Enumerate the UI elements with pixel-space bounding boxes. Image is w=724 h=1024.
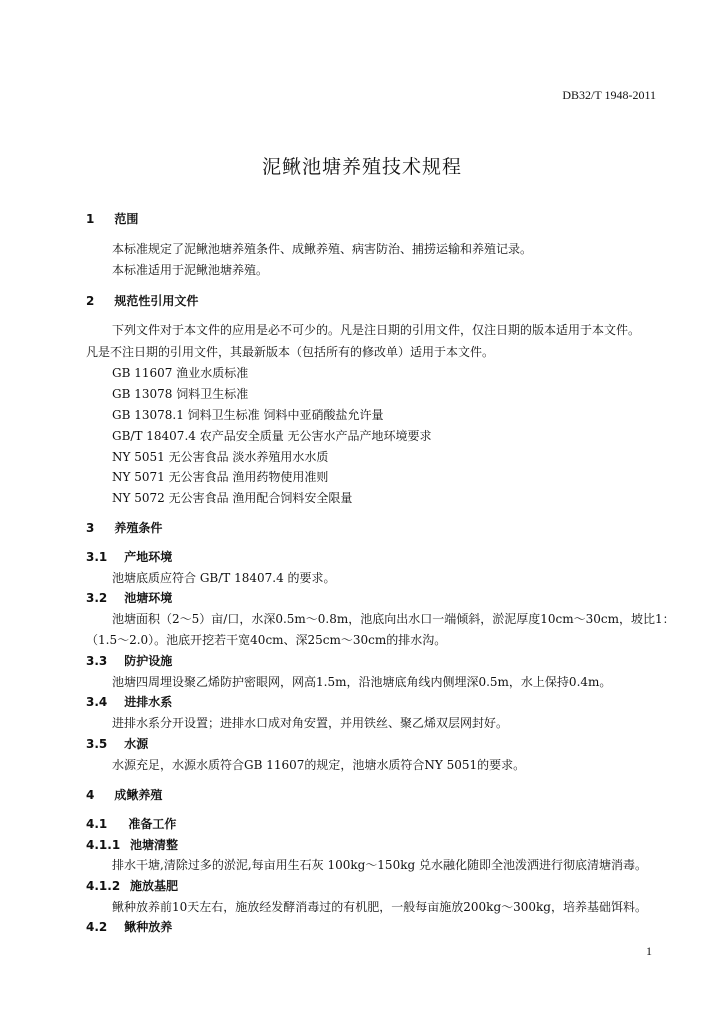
subsection-heading-4-1 [86,816,176,832]
section-heading-4 [86,787,162,803]
subsection-heading-3-1 [86,549,172,565]
subsection-heading-3-2 [86,590,172,606]
subsection-heading-3-4 [86,694,172,710]
section-number: 3.5 [86,737,108,751]
section-title: 池塘环境 [124,591,173,605]
section-title: 产地环境 [124,550,173,564]
section-title: 鳅种放养 [124,920,173,934]
standard-code: DB32/T 1948-2011 [562,88,656,102]
section-heading-2 [86,293,198,309]
paragraph: 水源充足，水源水质符合GB 11607的规定，池塘水质符合NY 5051的要求。 [112,758,526,772]
reference-item: GB 13078.1 饲料卫生标准 饲料中亚硝酸盐允许量 [112,408,384,422]
section-number: 3.2 [86,591,108,605]
section-title: 池塘清整 [130,838,179,852]
paragraph: 本标准规定了泥鳅池塘养殖条件、成鳅养殖、病害防治、捕捞运输和养殖记录。 [112,242,533,256]
section-title: 成鳅养殖 [114,788,163,802]
paragraph-continuation: （1.5～2.0）。池底开挖若干宽40cm、深25cm～30cm的排水沟。 [86,633,447,647]
section-title: 施放基肥 [130,879,179,893]
reference-item: NY 5071 无公害食品 渔用药物使用准则 [112,470,329,484]
section-title: 范围 [114,212,139,226]
reference-item: GB 13078 饲料卫生标准 [112,387,249,401]
paragraph: 下列文件对于本文件的应用是必不可少的。凡是注日期的引用文件，仅注日期的版本适用于本文件。 [112,323,641,337]
page-number: 1 [646,944,652,958]
paragraph: 池塘面积（2～5）亩/口，水深0.5m～0.8m，池底向出水口一端倾斜，淤泥厚度10cm～30cm，坡比1： [112,612,675,626]
paragraph: 排水干塘,清除过多的淤泥,每亩用生石灰 100kg～150kg 兑水融化随即全池泼洒进行彻底清塘消毒。 [112,858,647,872]
section-title: 水源 [124,737,149,751]
document-title: 泥鳅池塘养殖技术规程 [261,156,462,178]
section-number: 3 [86,521,95,535]
section-number: 4.1.2 [86,879,121,893]
section-title: 养殖条件 [114,521,163,535]
subsection-heading-3-5 [86,736,148,752]
paragraph: 池塘四周埋设聚乙烯防护密眼网，网高1.5m，沿池塘底角线内侧埋深0.5m，水上保持0.4m。 [112,675,612,689]
section-title: 进排水系 [124,695,173,709]
section-number: 2 [86,294,95,308]
section-number: 3.1 [86,550,108,564]
section-number: 4.1.1 [86,838,121,852]
section-title: 规范性引用文件 [114,294,199,308]
section-title: 防护设施 [124,654,173,668]
subsection-heading-3-3 [86,653,172,669]
subsection-heading-4-1-1 [86,837,178,853]
section-title: 准备工作 [128,817,177,831]
reference-item: GB 11607 渔业水质标准 [112,366,249,380]
subsection-heading-4-1-2 [86,878,178,894]
paragraph: 鳅种放养前10天左右，施放经发酵消毒过的有机肥，一般每亩施放200kg～300kg，培养基础饵料。 [112,900,647,914]
paragraph-continuation: 凡是不注日期的引用文件，其最新版本（包括所有的修改单）适用于本文件。 [86,345,495,359]
section-number: 3.4 [86,695,108,709]
subsection-heading-4-2 [86,919,172,935]
section-heading-1 [86,211,138,227]
paragraph: 进排水系分开设置；进排水口成对角安置，并用铁丝、聚乙烯双层网封好。 [112,716,509,730]
section-number: 4.2 [86,920,108,934]
paragraph: 本标准适用于泥鳅池塘养殖。 [112,263,269,277]
reference-item: GB/T 18407.4 农产品安全质量 无公害水产品产地环境要求 [112,429,432,443]
reference-item: NY 5051 无公害食品 淡水养殖用水水质 [112,450,329,464]
section-number: 4.1 [86,817,108,831]
section-number: 3.3 [86,654,108,668]
section-number: 4 [86,788,95,802]
section-heading-3 [86,520,162,536]
section-number: 1 [86,212,95,226]
reference-item: NY 5072 无公害食品 渔用配合饲料安全限量 [112,491,353,505]
paragraph: 池塘底质应符合 GB/T 18407.4 的要求。 [112,571,336,585]
